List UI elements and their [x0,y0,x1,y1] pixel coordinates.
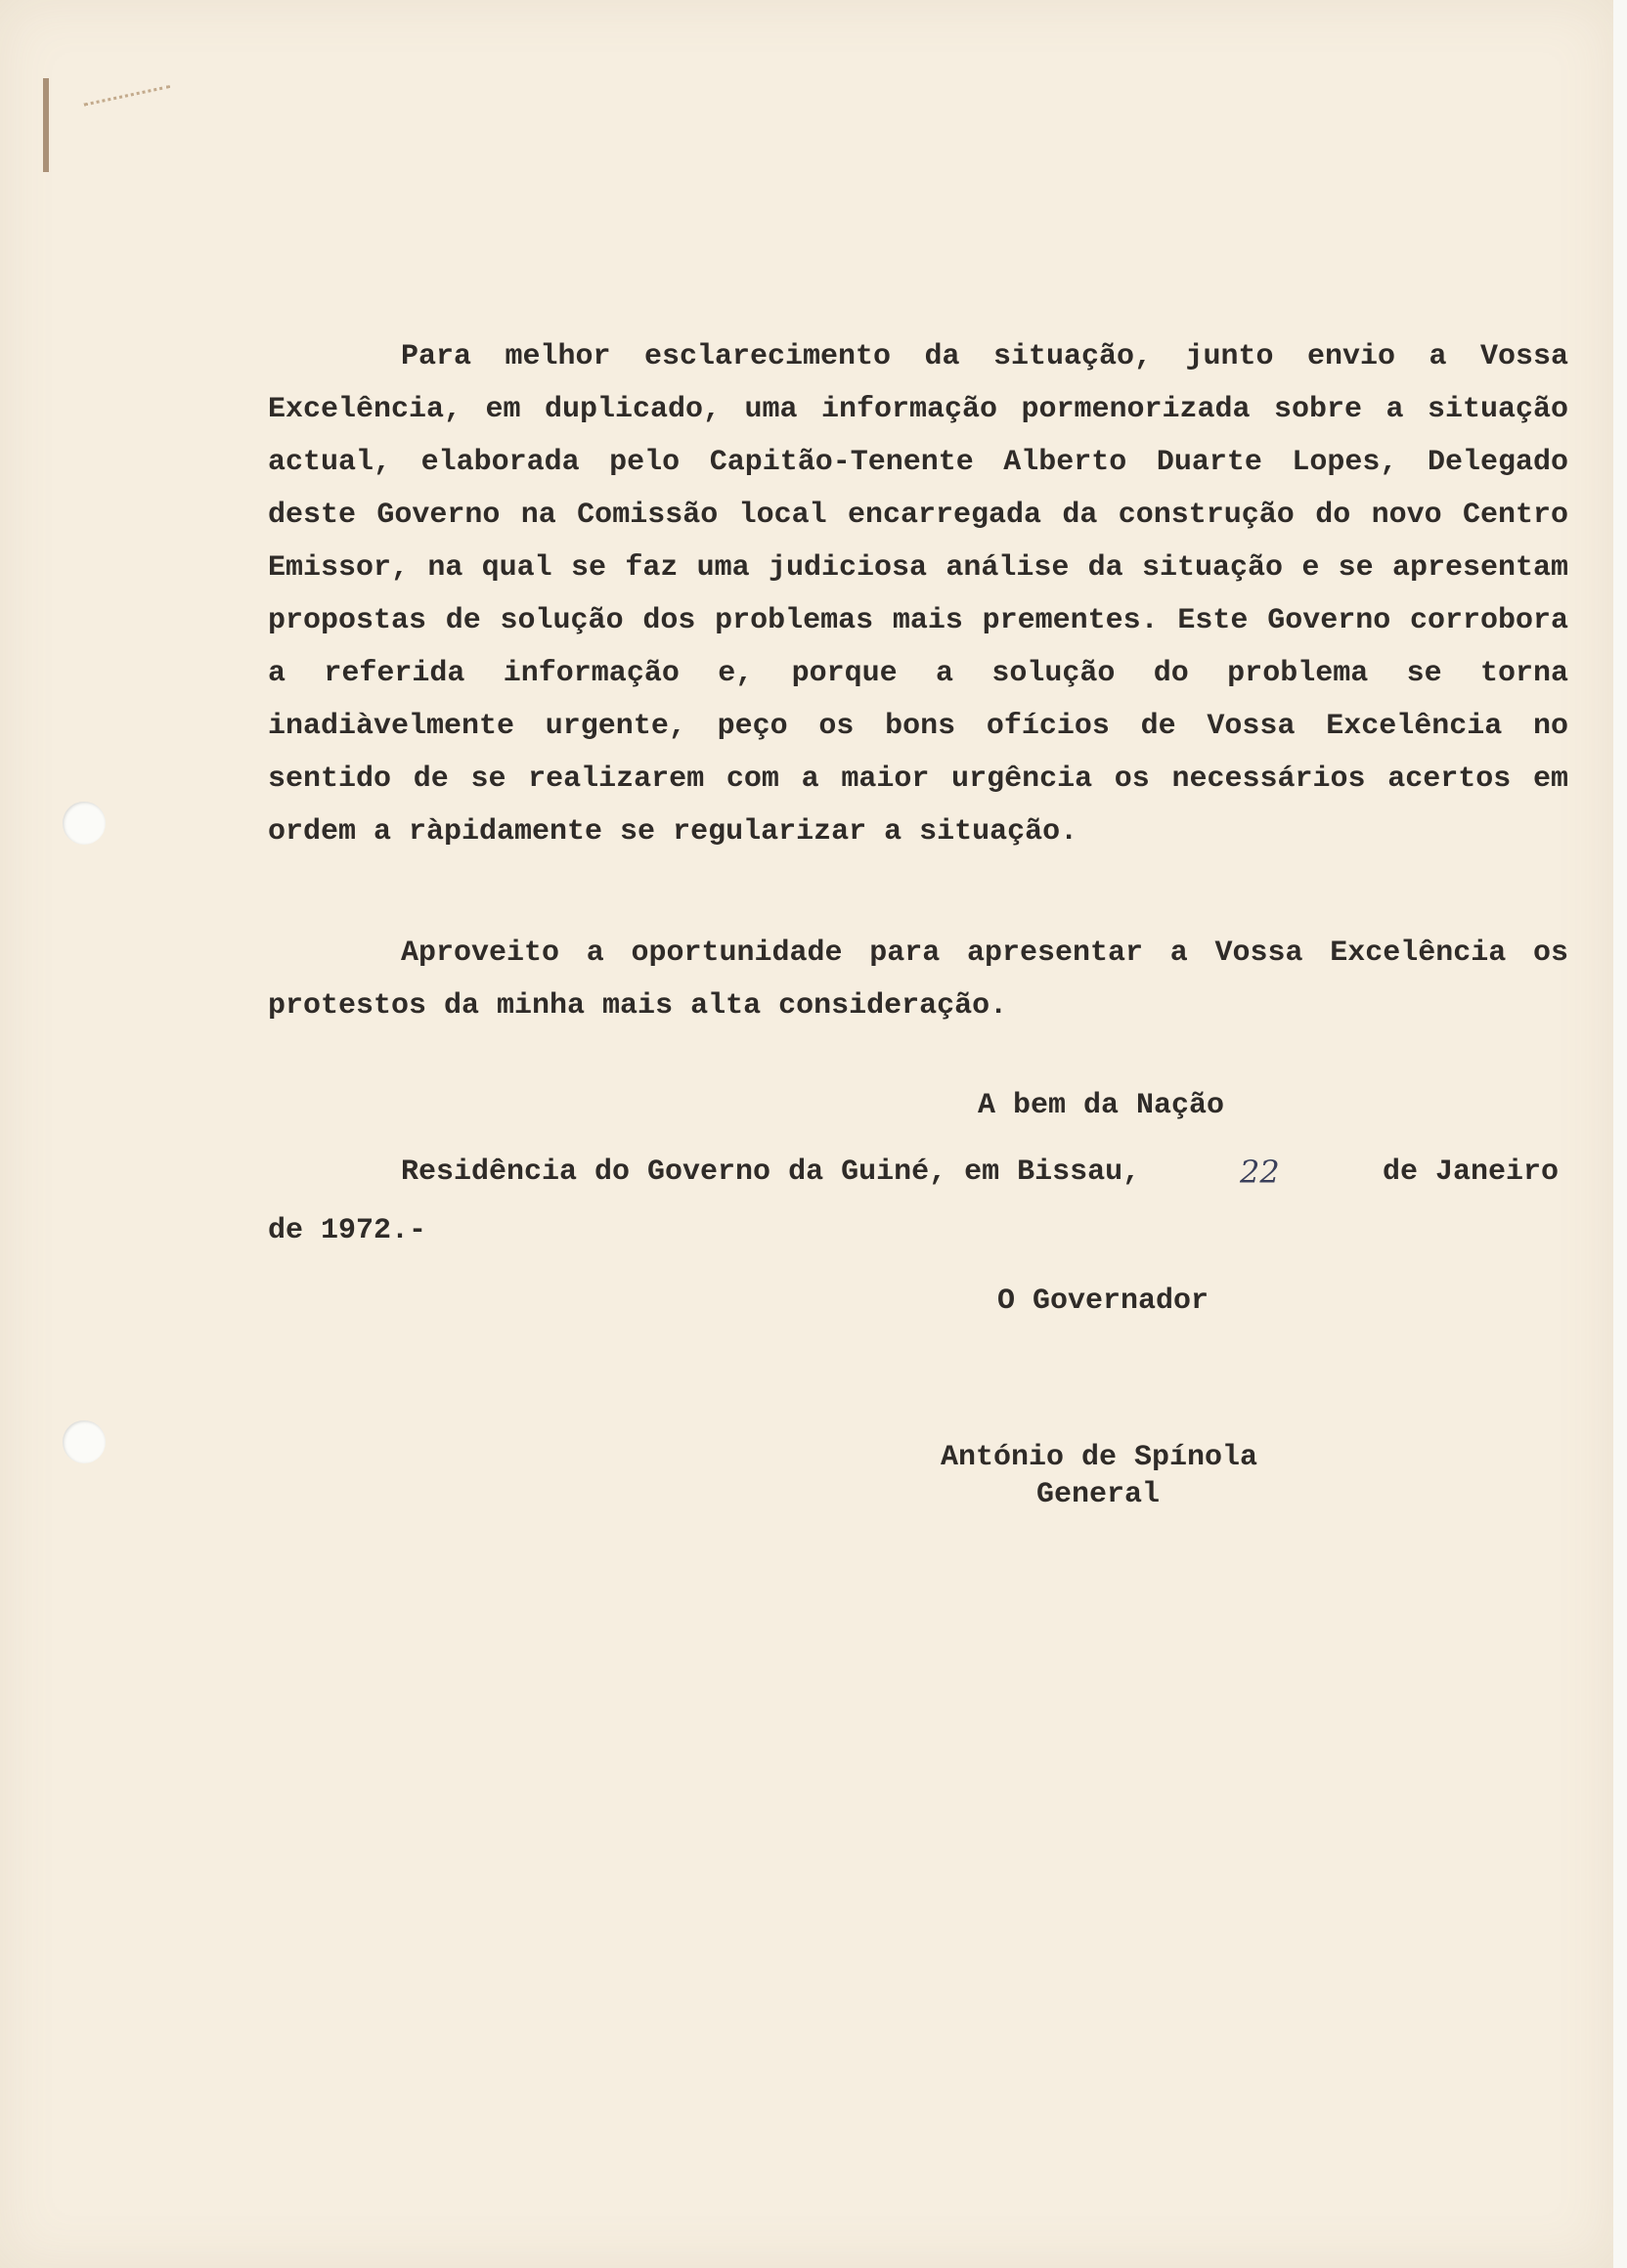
closing-salutation: A bem da Nação [978,1089,1225,1122]
paper-smudge [84,85,177,135]
signatory-rank: General [1036,1478,1161,1511]
month-text: de Janeiro [1383,1156,1560,1189]
rust-stain [43,78,49,172]
punch-hole-bottom [63,1420,106,1463]
handwritten-day: 22 [1240,1154,1280,1191]
punch-hole-top [63,802,106,845]
signatory-name: António de Spínola [941,1441,1258,1474]
page-edge [1613,0,1627,2268]
body-paragraph-2: Aproveito a oportunidade para apresentar a Vossa Excelência os protestos da minha mais alta consideração. [268,937,1568,1023]
signatory-title: O Governador [997,1285,1209,1318]
place-line: Residência do Governo da Guiné, em Bissau, [401,1156,1141,1189]
body-paragraph-1: Para melhor esclarecimento da situação, junto envio a Vossa Excelência, em duplicado, uma informação pormenorizada sobre a situação actual, elaborada pelo Capitão-Tenente Alberto Duarte Lopes, Delegado deste Governo na Comissão local encarregada da construção do novo Centro Emissor, na qual se faz uma judiciosa análise da situação e se apresentam propostas de solução dos problemas mais prementes. Este Governo corrobora a referida informação e, porque a solução do problema se torna inadiàvelmente urgente, peço os bons ofícios de Vossa Excelência no sentido de se realizarem com a maior urgência os necessários acertos em ordem a ràpidamente se regularizar a situação. [268,340,1568,849]
year-line: de 1972.- [268,1214,427,1247]
